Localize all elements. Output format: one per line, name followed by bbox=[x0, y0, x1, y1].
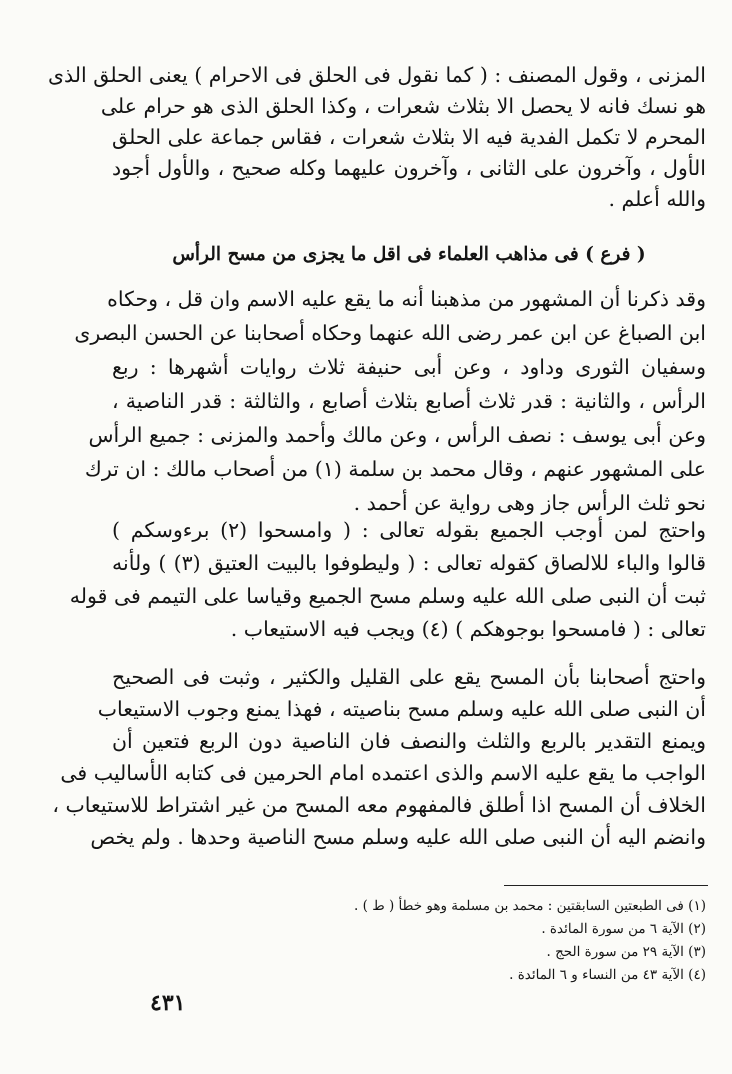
paragraph-3 bbox=[69, 514, 706, 646]
text-line: الخلاف أن المسح اذا أطلق فالمفهوم معه المسح من غير اشتراط للاستيعاب ، bbox=[52, 793, 706, 817]
paragraph-4 bbox=[52, 661, 706, 853]
paragraph-1 bbox=[47, 60, 706, 215]
text-line: المزنى ، وقول المصنف : ( كما نقول فى الحلق فى الاحرام ) يعنى الحلق الذى bbox=[47, 63, 706, 87]
section-heading: ( فرع ) فى مذاهب العلماء فى اقل ما يجزى من مسح الرأس bbox=[172, 244, 646, 265]
text-line: واحتج لمن أوجب الجميع بقوله تعالى : ( وامسحوا (٢) برءوسكم ) bbox=[112, 518, 706, 542]
text-line: ثبت أن النبى صلى الله عليه وسلم مسح الجميع وقياسا على التيمم فى قوله bbox=[69, 584, 706, 608]
text-line: أن النبى صلى الله عليه وسلم مسح بناصيته ، فهذا يمنع وجوب الاستيعاب bbox=[97, 697, 706, 721]
text-line: هو نسك فانه لا يحصل الا بثلاث شعرات ، وكذا الحلق الذى هو حرام على bbox=[100, 94, 706, 118]
text-line: ويمنع التقدير بالربع والثلث والنصف فان الناصية دون الربع فتعين أن bbox=[112, 729, 706, 753]
text-line: قالوا والباء للالصاق كقوله تعالى : ( وليطوفوا بالبيت العتيق (٣) ) ولأنه bbox=[112, 551, 706, 575]
page-number: ٤٣١ bbox=[150, 990, 186, 1016]
text-line: نحو ثلث الرأس جاز وهى رواية عن أحمد . bbox=[353, 491, 706, 515]
text-line: وسفيان الثورى وداود ، وعن أبى حنيفة ثلاث روايات أشهرها : ربع bbox=[112, 355, 706, 379]
text-line: واحتج أصحابنا بأن المسح يقع على القليل والكثير ، وثبت فى الصحيح bbox=[112, 665, 706, 689]
text-line: الرأس ، والثانية : قدر ثلاث أصابع بثلاث أصابع ، والثالثة : قدر الناصية ، bbox=[112, 389, 706, 413]
footnote-4: (٤) الآية ٤٣ من النساء و ٦ المائدة . bbox=[509, 967, 706, 983]
text-line: وقد ذكرنا أن المشهور من مذهبنا أنه ما يقع عليه الاسم وان قل ، وحكاه bbox=[107, 287, 706, 311]
text-line: ابن الصباغ عن ابن عمر رضى الله عنهما وحكاه أصحابنا عن الحسن البصرى bbox=[74, 321, 706, 345]
text-line: تعالى : ( فامسحوا بوجوهكم ) (٤) ويجب فيه الاستيعاب . bbox=[230, 617, 706, 641]
text-line: الأول ، وآخرون على الثانى ، وآخرون عليهما وكله صحيح ، والأول أجود bbox=[112, 156, 706, 180]
footnote-1: (١) فى الطبعتين السابقتين : محمد بن مسلمة وهو خطأ ( ط ) . bbox=[354, 898, 706, 914]
footnote-2: (٢) الآية ٦ من سورة المائدة . bbox=[541, 921, 706, 937]
paragraph-2 bbox=[74, 282, 706, 520]
footnote-3: (٣) الآية ٢٩ من سورة الحج . bbox=[546, 944, 706, 960]
text-line: وعن أبى يوسف : نصف الرأس ، وعن مالك وأحمد والمزنى : جميع الرأس bbox=[88, 423, 706, 447]
text-line: على المشهور عنهم ، وقال محمد بن سلمة (١) من أصحاب مالك : ان ترك bbox=[84, 457, 706, 481]
text-line: والله أعلم . bbox=[608, 187, 706, 211]
footnotes bbox=[112, 895, 706, 987]
text-line: المحرم لا تكمل الفدية فيه الا بثلاث شعرات ، فقاس جماعة على الحلق bbox=[112, 125, 706, 149]
footnote-divider bbox=[504, 885, 708, 886]
text-line: الواجب ما يقع عليه الاسم والذى اعتمده امام الحرمين فى كتابه الأساليب فى bbox=[60, 761, 706, 785]
text-line: وانضم اليه أن النبى صلى الله عليه وسلم مسح الناصية وحدها . ولم يخص bbox=[90, 825, 706, 849]
